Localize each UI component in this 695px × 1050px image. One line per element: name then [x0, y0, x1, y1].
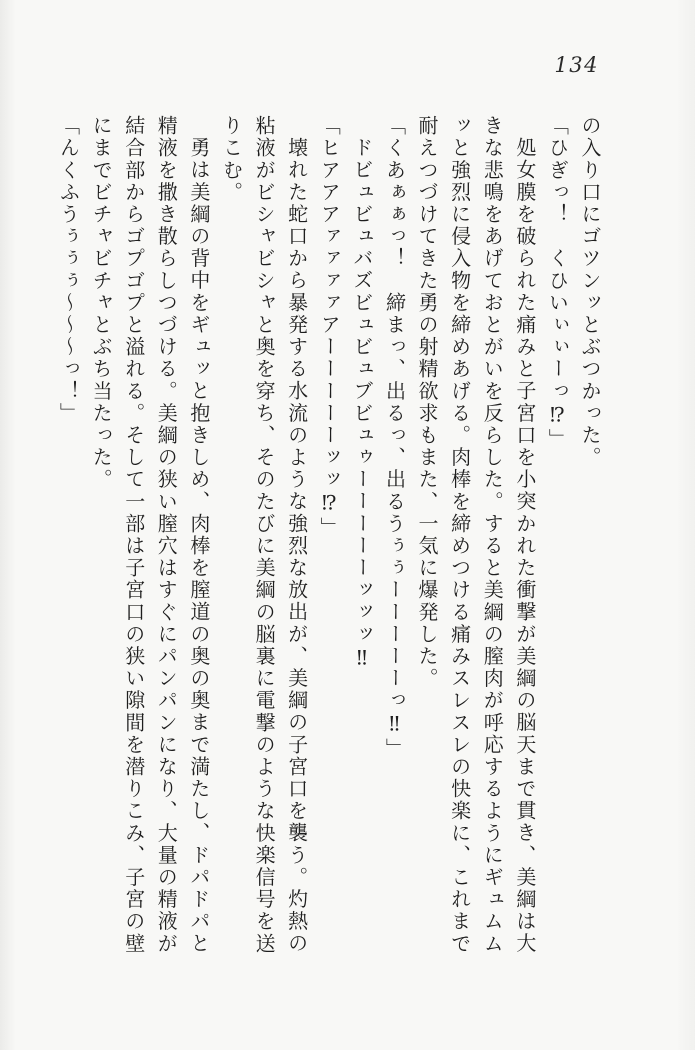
text-line: 処女膜を破られた痛みと子宮口を小突かれた衝撃が美綱の脳天まで貫き、美綱は大	[512, 137, 537, 955]
text-line: 結合部からゴプゴプと溢れる。そして一部は子宮口の狭い隙間を潜りこみ、子宮の壁	[121, 115, 146, 955]
page-number: 134	[554, 53, 599, 77]
text-line: の入り口にゴツンッとぶつかった。	[578, 115, 602, 469]
text-line: ッと強烈に侵入物を締めあげる。肉棒を締めつける痛みスレスレの快楽に、これまで	[447, 115, 472, 955]
text-line: 「ヒアアアァァァァアーーーーーッッ⁉」	[317, 115, 342, 539]
text-line: 精液を撒き散らしつづける。美綱の狭い膣穴はすぐにパンパンになり、大量の精液が	[154, 115, 179, 955]
text-line: 粘液がビシャビシャと奥を穿ち、そのたびに美綱の脳裏に電撃のような快楽信号を送	[252, 115, 277, 955]
text-line: 「ひぎっ！ くひいぃぃーっ⁉」	[545, 115, 570, 451]
text-line: りこむ。	[219, 115, 244, 204]
text-line: きな悲鳴をあげておとがいを反らした。すると美綱の膣肉が呼応するようにギュムム	[480, 115, 505, 955]
text-line: 勇は美綱の背中をギュッと抱きしめ、肉棒を膣道の奥の奥まで満たし、ドパドパと	[186, 137, 211, 955]
text-line: 「んくふうぅぅぅ～～～っ！」	[56, 115, 81, 425]
text-line: 壊れた蛇口から暴発する水流のような強烈な放出が、美綱の子宮口を襲う。灼熱の	[284, 137, 309, 955]
text-line: 「くあぁぁっ！ 締まっ、出るっ、出るうぅぅーーーーーっ‼」	[382, 115, 407, 760]
text-line: ドビュビュバズビュビュブビュゥーーーーーッッッ‼	[349, 137, 374, 672]
text-line: にまでビチャビチャとぶち当たった。	[89, 115, 114, 491]
text-line: 耐えつづけてきた勇の射精欲求もまた、一気に爆発した。	[415, 115, 440, 690]
text-block	[52, 115, 606, 957]
